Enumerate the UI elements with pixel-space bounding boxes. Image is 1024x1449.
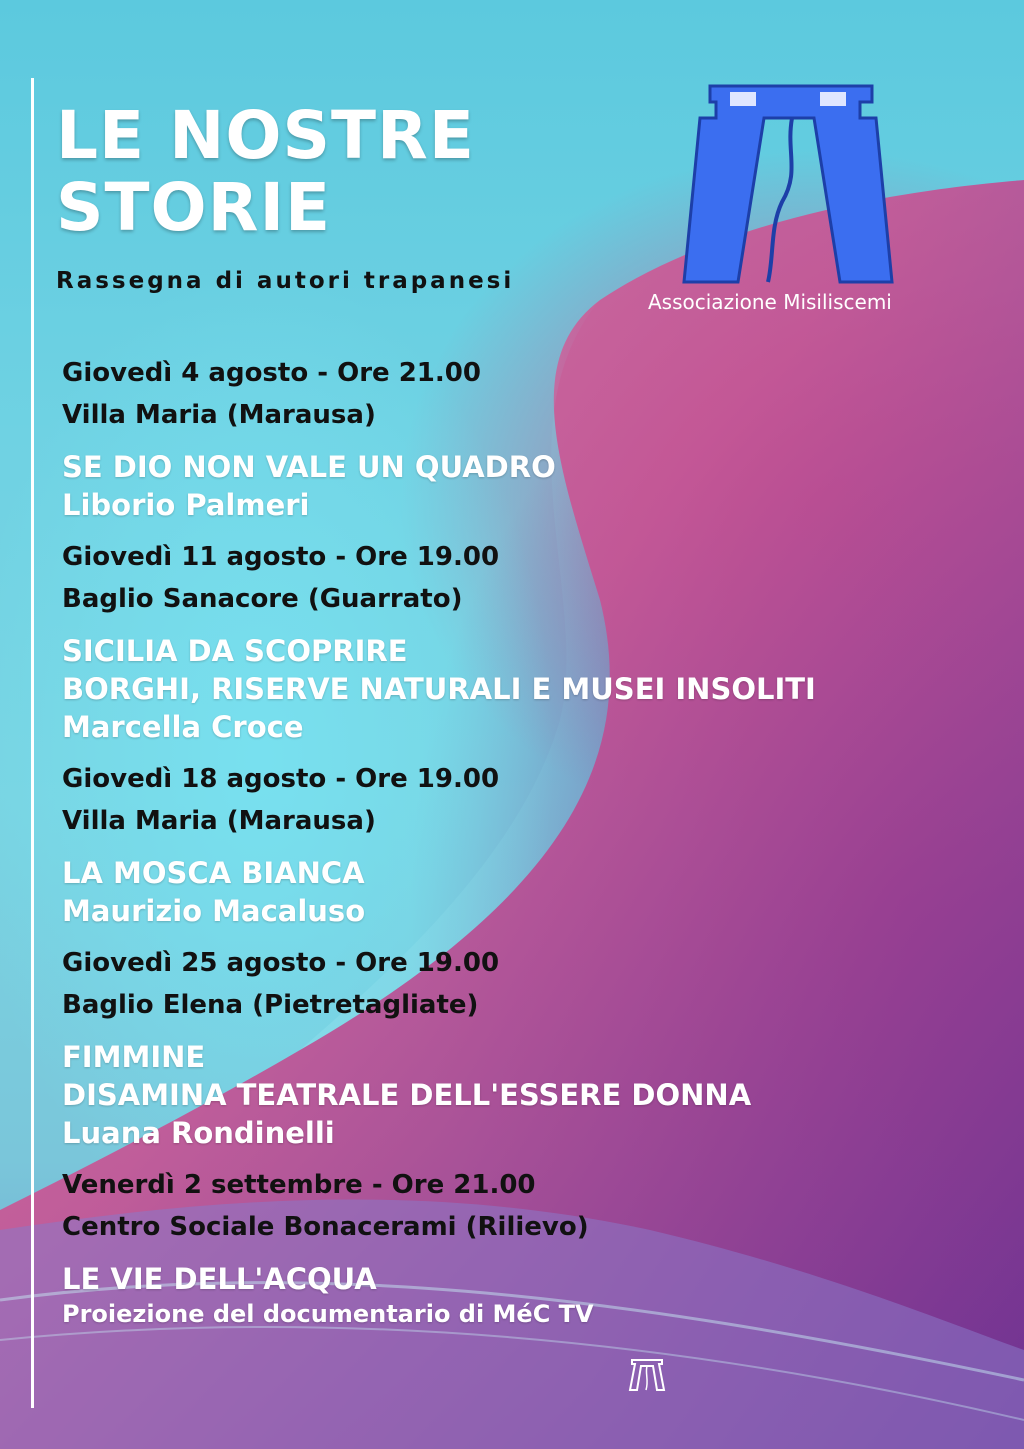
event-place: Centro Sociale Bonacerami (Rilievo) <box>62 1212 589 1242</box>
title-line-2: STORIE <box>56 169 332 246</box>
event-title: LE VIE DELL'ACQUA <box>62 1262 377 1296</box>
event-description: Proiezione del documentario di MéC TV <box>62 1300 594 1328</box>
event-place: Baglio Sanacore (Guarrato) <box>62 584 463 614</box>
vertical-rule <box>31 78 34 1408</box>
event-place: Villa Maria (Marausa) <box>62 400 376 430</box>
event-title: SICILIA DA SCOPRIRE <box>62 634 408 668</box>
events-list <box>62 352 962 1330</box>
event-place: Villa Maria (Marausa) <box>62 806 376 836</box>
event-author: Marcella Croce <box>62 710 304 744</box>
event-title: FIMMINE <box>62 1040 206 1074</box>
event-author: Luana Rondinelli <box>62 1116 335 1150</box>
event-item <box>62 352 962 524</box>
event-item <box>62 1164 962 1330</box>
event-place: Baglio Elena (Pietretagliate) <box>62 990 479 1020</box>
event-author: Maurizio Macaluso <box>62 894 366 928</box>
event-date: Giovedì 25 agosto - Ore 19.00 <box>62 948 500 978</box>
event-date: Giovedì 4 agosto - Ore 21.00 <box>62 358 481 388</box>
event-title: LA MOSCA BIANCA <box>62 856 365 890</box>
event-date: Giovedì 11 agosto - Ore 19.00 <box>62 542 500 572</box>
mctv-logo-icon <box>626 1356 668 1398</box>
event-date: Venerdì 2 settembre - Ore 21.00 <box>62 1170 536 1200</box>
logo-caption: Associazione Misiliscemi <box>648 290 892 314</box>
event-author: Liborio Palmeri <box>62 488 310 522</box>
association-logo-icon <box>682 82 894 288</box>
event-item <box>62 536 962 746</box>
title-line-1: LE NOSTRE <box>56 97 475 174</box>
event-subtitle: DISAMINA TEATRALE DELL'ESSERE DONNA <box>62 1078 752 1112</box>
event-item <box>62 758 962 930</box>
poster-title <box>56 97 616 246</box>
poster-subtitle: Rassegna di autori trapanesi <box>56 268 515 294</box>
event-date: Giovedì 18 agosto - Ore 19.00 <box>62 764 500 794</box>
event-subtitle: BORGHI, RISERVE NATURALI E MUSEI INSOLITI <box>62 672 816 706</box>
event-item <box>62 942 962 1152</box>
event-title: SE DIO NON VALE UN QUADRO <box>62 450 556 484</box>
